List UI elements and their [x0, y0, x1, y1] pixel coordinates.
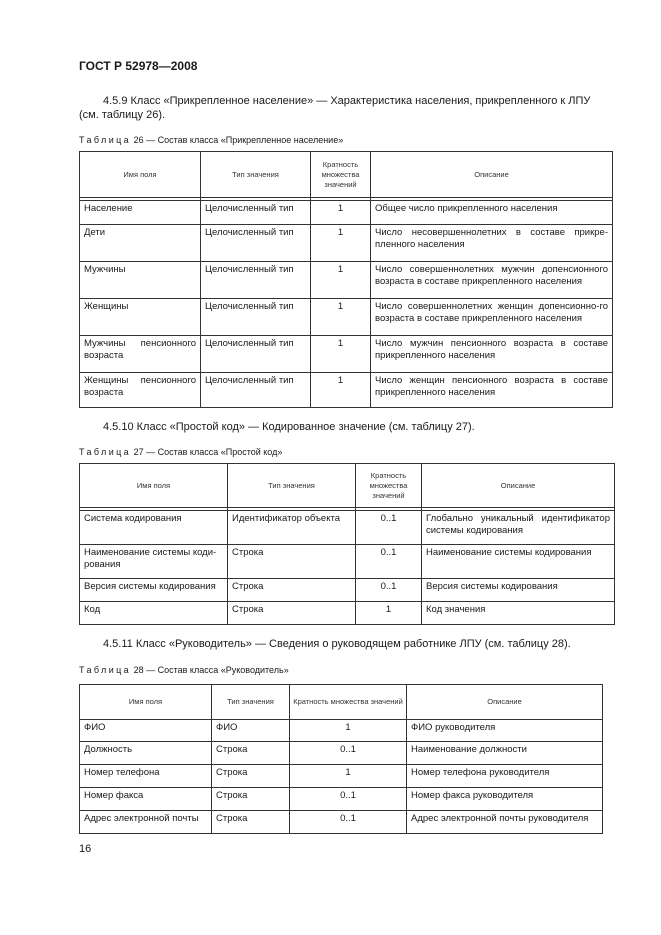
- column-header: Кратность множества значений: [311, 152, 371, 198]
- column-header: Имя поля: [80, 464, 228, 508]
- cell-description: Номер факса руководителя: [407, 788, 603, 811]
- table-row: [80, 201, 613, 225]
- cell-field-name: Мужчины: [80, 262, 201, 299]
- cell-value-type: Строка: [212, 788, 290, 811]
- table-row: [80, 336, 613, 373]
- cell-description: Наименование должности: [407, 742, 603, 765]
- cell-value-type: Целочисленный тип: [201, 262, 311, 299]
- cell-field-name: Женщины пенсионного возраста: [80, 373, 201, 408]
- column-header: Описание: [407, 685, 603, 720]
- cell-field-name: Номер телефона: [80, 765, 212, 788]
- table-row: [80, 742, 603, 765]
- column-header: Имя поля: [80, 685, 212, 720]
- cell-field-name: Номер факса: [80, 788, 212, 811]
- cell-value-type: Строка: [212, 811, 290, 834]
- cell-value-type: ФИО: [212, 720, 290, 742]
- cell-field-name: Система кодирования: [80, 511, 228, 545]
- column-header: Тип значения: [201, 152, 311, 198]
- cell-field-name: Адрес электронной почты: [80, 811, 212, 834]
- table-28: [79, 684, 603, 834]
- table-row: [80, 262, 613, 299]
- cell-description: Наименование системы кодирования: [422, 545, 615, 579]
- table-row: [80, 545, 615, 579]
- cell-description: Число несовершеннолетних в составе прикре-пленного населения: [371, 225, 613, 262]
- cell-multiplicity: 0..1: [356, 579, 422, 602]
- cell-multiplicity: 1: [311, 201, 371, 225]
- cell-field-name: Население: [80, 201, 201, 225]
- cell-multiplicity: 0..1: [290, 788, 407, 811]
- column-header: Имя поля: [80, 152, 201, 198]
- table-row: [80, 299, 613, 336]
- caption-word: Таблица: [79, 447, 132, 457]
- caption-text: 27 — Состав класса «Простой код»: [131, 447, 283, 457]
- table-row: [80, 765, 603, 788]
- cell-multiplicity: 1: [311, 336, 371, 373]
- cell-field-name: Наименование системы коди-рования: [80, 545, 228, 579]
- column-header: Описание: [422, 464, 615, 508]
- cell-multiplicity: 1: [311, 299, 371, 336]
- caption-word: Таблица: [79, 135, 132, 145]
- table-27-caption: [79, 447, 282, 457]
- cell-description: Число мужчин пенсионного возраста в составе прикрепленного населения: [371, 336, 613, 373]
- cell-value-type: Целочисленный тип: [201, 201, 311, 225]
- column-header: Кратность множества значений: [290, 685, 407, 720]
- cell-multiplicity: 0..1: [290, 742, 407, 765]
- cell-description: Число женщин пенсионного возраста в составе прикрепленного населения: [371, 373, 613, 408]
- cell-multiplicity: 1: [311, 262, 371, 299]
- table-row: [80, 225, 613, 262]
- cell-description: Общее число прикрепленного населения: [371, 201, 613, 225]
- cell-value-type: Целочисленный тип: [201, 373, 311, 408]
- cell-multiplicity: 0..1: [290, 811, 407, 834]
- clause-4-5-9: 4.5.9 Класс «Прикрепленное население» — Характеристика населения, прикрепленного к ЛПУ (см. таблицу 26).: [79, 95, 591, 121]
- cell-field-name: Должность: [80, 742, 212, 765]
- column-header: Описание: [371, 152, 613, 198]
- table-row: [80, 602, 615, 625]
- cell-value-type: Строка: [228, 545, 356, 579]
- table-row: [80, 511, 615, 545]
- cell-value-type: Строка: [228, 602, 356, 625]
- cell-multiplicity: 1: [356, 602, 422, 625]
- table-26: [79, 151, 613, 408]
- document-header: ГОСТ Р 52978—2008: [79, 59, 198, 73]
- cell-value-type: Строка: [212, 742, 290, 765]
- cell-field-name: ФИО: [80, 720, 212, 742]
- cell-value-type: Целочисленный тип: [201, 336, 311, 373]
- cell-multiplicity: 1: [311, 225, 371, 262]
- cell-multiplicity: 1: [290, 720, 407, 742]
- cell-description: Число совершеннолетних мужчин допенсионного возраста в составе прикрепленного населения: [371, 262, 613, 299]
- caption-word: Таблица: [79, 665, 132, 675]
- cell-description: Число совершеннолетних женщин допенсионно-го возраста в составе прикрепленного населения: [371, 299, 613, 336]
- column-header: Тип значения: [228, 464, 356, 508]
- cell-description: Глобально уникальный идентификатор системы кодирования: [422, 511, 615, 545]
- cell-field-name: Дети: [80, 225, 201, 262]
- column-header: Тип значения: [212, 685, 290, 720]
- caption-text: 28 — Состав класса «Руководитель»: [131, 665, 289, 675]
- column-header: Кратность множества значений: [356, 464, 422, 508]
- cell-value-type: Строка: [228, 579, 356, 602]
- cell-description: Номер телефона руководителя: [407, 765, 603, 788]
- clause-4-5-11: 4.5.11 Класс «Руководитель» — Сведения о руководящем работнике ЛПУ (см. таблицу 28).: [103, 638, 571, 650]
- cell-field-name: Код: [80, 602, 228, 625]
- cell-description: Код значения: [422, 602, 615, 625]
- cell-description: Адрес электронной почты руководителя: [407, 811, 603, 834]
- table-27: [79, 463, 615, 625]
- cell-description: ФИО руководителя: [407, 720, 603, 742]
- table-row: [80, 788, 603, 811]
- clause-4-5-10: 4.5.10 Класс «Простой код» — Кодированное значение (см. таблицу 27).: [103, 421, 475, 433]
- cell-field-name: Версия системы кодирования: [80, 579, 228, 602]
- table-28-caption: [79, 665, 289, 675]
- cell-multiplicity: 1: [290, 765, 407, 788]
- table-row: [80, 720, 603, 742]
- cell-multiplicity: 0..1: [356, 511, 422, 545]
- table-row: [80, 579, 615, 602]
- table-26-caption: [79, 135, 343, 145]
- page-number: 16: [79, 843, 92, 855]
- cell-value-type: Целочисленный тип: [201, 225, 311, 262]
- cell-multiplicity: 0..1: [356, 545, 422, 579]
- cell-multiplicity: 1: [311, 373, 371, 408]
- cell-field-name: Женщины: [80, 299, 201, 336]
- cell-value-type: Идентификатор объекта: [228, 511, 356, 545]
- cell-description: Версия системы кодирования: [422, 579, 615, 602]
- table-row: [80, 811, 603, 834]
- table-row: [80, 373, 613, 408]
- cell-value-type: Целочисленный тип: [201, 299, 311, 336]
- caption-text: 26 — Состав класса «Прикрепленное население»: [131, 135, 344, 145]
- cell-field-name: Мужчины пенсионного возраста: [80, 336, 201, 373]
- cell-value-type: Строка: [212, 765, 290, 788]
